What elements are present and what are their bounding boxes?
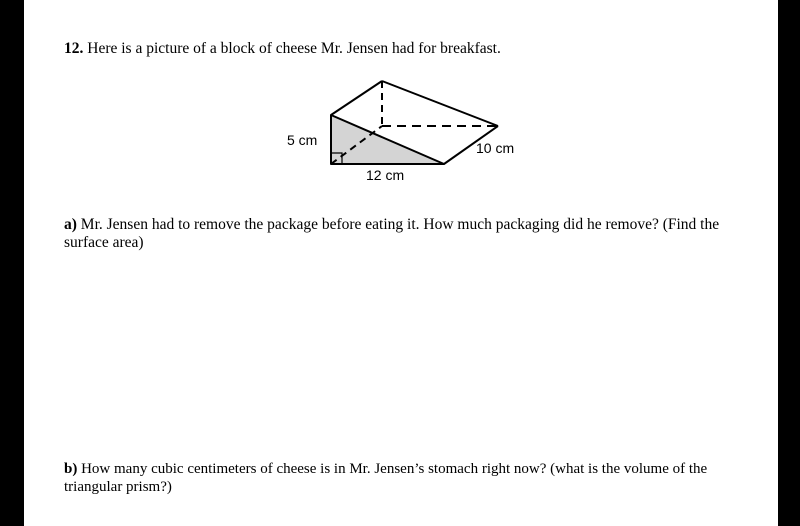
question-number: 12.: [64, 40, 84, 57]
triangular-prism-figure: [258, 76, 538, 188]
top-left-edge: [331, 81, 382, 115]
part-b-text: How many cubic centimeters of cheese is in Mr. Jensen’s stomach right now? (what is the volume of the triangular prism?): [64, 461, 708, 495]
height-label: 5 cm: [287, 132, 318, 148]
worksheet-page: [24, 0, 778, 526]
part-b-lead: b): [64, 461, 78, 477]
part-b-question: [64, 460, 744, 496]
question-text: Here is a picture of a block of cheese Mr. Jensen had for breakfast.: [83, 40, 501, 57]
part-a-question: [64, 216, 744, 252]
base-label: 12 cm: [366, 167, 405, 183]
front-face: [331, 115, 444, 164]
part-a-lead: a): [64, 216, 77, 233]
part-a-text: Mr. Jensen had to remove the package before eating it. How much packaging did he remove? (Find the surface area): [64, 216, 720, 251]
length-label: 10 cm: [476, 140, 515, 156]
question-title: [64, 40, 501, 58]
top-right-edge: [382, 81, 498, 126]
